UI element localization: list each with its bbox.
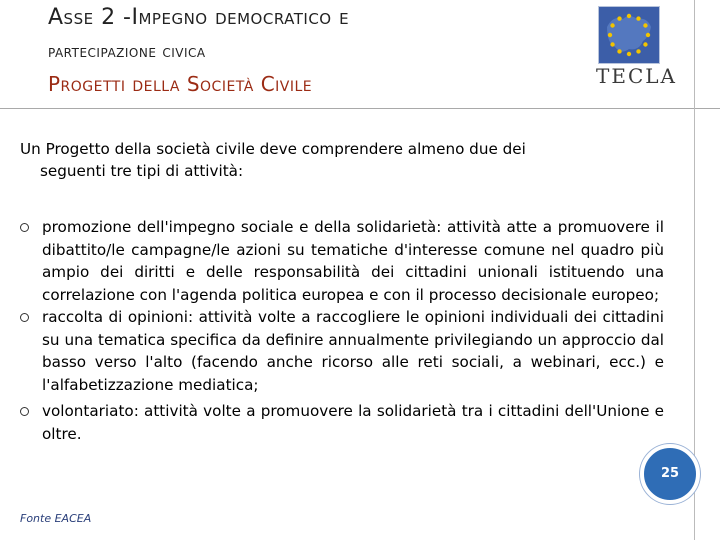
list-item [20, 216, 664, 306]
star-icon [643, 42, 647, 46]
star-icon [636, 16, 640, 20]
source-note: Fonte EACEA [20, 512, 92, 525]
slide-title [48, 4, 568, 98]
title-line-3: Progetti della Società Civile [48, 72, 313, 96]
list-item [20, 306, 664, 396]
star-icon [627, 14, 631, 18]
star-icon [610, 23, 614, 27]
list-item [20, 400, 664, 445]
star-icon [636, 49, 640, 53]
star-icon [643, 23, 647, 27]
star-icon [610, 42, 614, 46]
bullet-text: volontariato: attività volte a promuovere la solidarietà tra i cittadini dell'Unione e oltre. [42, 402, 664, 443]
activity-list [20, 216, 664, 445]
bullet-text: promozione dell'impegno sociale e della solidarietà: attività atte a promuovere il dibattito/le campagne/le azioni su tematiche d'interesse comune nel quadro più ampio dei diritti e delle responsabilità dei cittadini unionali istituendo una correlazione con l'agenda politica europea e con il processo decisionale europeo; [42, 218, 664, 304]
intro-paragraph [20, 138, 664, 182]
logo-text: TECLA [596, 64, 677, 88]
bullet-text: raccolta di opinioni: attività volte a raccogliere le opinioni individuali dei cittadini su una tematica specifica da definire annualmente privilegiando un approccio dal basso verso l'alto (facendo anche ricorso alle reti sociali, a webinari, ecc.) e l'alfabetizzazione mediatica; [42, 308, 664, 394]
bullet-icon [20, 313, 29, 322]
slide-number-badge: 25 [640, 444, 700, 504]
intro-line-1: Un Progetto della società civile deve comprendere almeno due dei [20, 140, 526, 158]
star-icon [627, 52, 631, 56]
star-icon [617, 49, 621, 53]
eu-map-flag-icon [598, 6, 660, 64]
title-line-1: Asse 2 -Impegno democratico e [48, 5, 350, 30]
intro-line-2: seguenti tre tipi di attività: [40, 162, 244, 180]
eu-stars-icon [599, 7, 659, 63]
bullet-icon [20, 223, 29, 232]
title-line-2: partecipazione civica [48, 42, 206, 62]
star-icon [617, 16, 621, 20]
star-icon [646, 33, 650, 37]
title-divider [0, 108, 720, 109]
bullet-icon [20, 407, 29, 416]
star-icon [608, 33, 612, 37]
tecla-logo [596, 4, 677, 88]
